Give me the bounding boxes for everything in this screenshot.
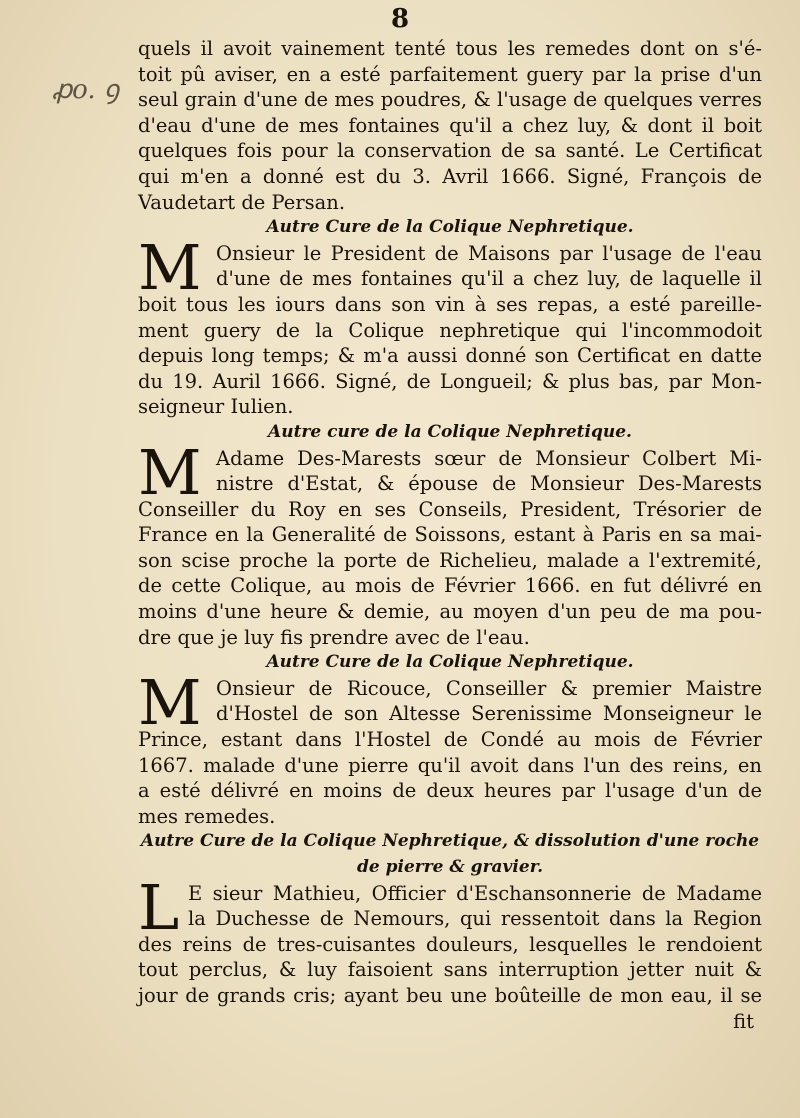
text-line: d'une de mes fontaines qu'il a chez luy, de laquelle il	[216, 267, 762, 291]
section-paragraph	[138, 435, 762, 651]
text-line: qui m'en a donné est du 3. Avril 1666. Signé, François de	[138, 164, 762, 188]
text-line: seul grain d'une de mes poudres, & l'usage de quelques verres	[138, 88, 762, 112]
text-line: ment guery de la Colique nephretique qui l'incommodoit	[138, 318, 762, 342]
text-line: moins d'une heure & demie, au moyen d'un peu de ma pou-	[138, 600, 762, 624]
text-line: toit pû aviser, en a esté parfaitement guery par la prise d'un	[138, 62, 762, 86]
text-line: tout perclus, & luy faisoient sans interruption jetter nuit &	[138, 958, 762, 982]
drop-cap: M	[138, 230, 202, 304]
text-line: France en la Generalité de Soissons, estant à Paris en sa mai-	[138, 523, 762, 547]
drop-cap: M	[138, 435, 202, 509]
section-paragraph	[138, 665, 762, 830]
catchword: fit	[733, 1009, 754, 1033]
margin-annotation: ꝓo. ꝯ	[52, 75, 120, 105]
text-line: depuis long temps; & m'a aussi donné son Certificat en datte	[138, 344, 762, 368]
text-line: du 19. Auril 1666. Signé, de Longueil; & plus bas, par Mon-	[138, 369, 762, 393]
section-title: Autre Cure de la Colique Nephretique, & dissolution d'une roche	[140, 831, 760, 852]
section-title: Autre Cure de la Colique Nephretique.	[266, 652, 634, 673]
page-number: 8	[390, 4, 410, 34]
text-line: la Duchesse de Nemours, qui ressentoit dans la Region	[188, 907, 762, 931]
text-line: nistre d'Estat, & épouse de Monsieur Des-Marests	[216, 472, 762, 496]
text-line: E sieur Mathieu, Officier d'Eschansonnerie de Madame	[188, 881, 762, 905]
text-line: quels il avoit vainement tenté tous les remedes dont on s'é-	[138, 37, 762, 60]
section-title: Autre cure de la Colique Nephretique.	[268, 421, 632, 442]
text-line: Conseiller du Roy en ses Conseils, President, Trésorier de	[138, 497, 762, 521]
text-line: Onsieur de Ricouce, Conseiller & premier Maistre	[216, 676, 762, 700]
drop-cap: M	[138, 665, 202, 739]
text-line: boit tous les iours dans son vin à ses repas, a esté pareille-	[138, 292, 762, 316]
section-paragraph	[138, 230, 762, 420]
text-line: quelques fois pour la conservation de sa santé. Le Certificat	[138, 139, 762, 163]
text-line: mes remedes.	[138, 804, 276, 828]
drop-cap: L	[138, 870, 180, 944]
section-paragraph	[138, 870, 762, 1009]
text-line: Vaudetart de Persan.	[138, 190, 346, 214]
text-line: a esté délivré en moins de deux heures par l'usage d'un de	[138, 779, 762, 803]
text-line: de cette Colique, au mois de Février 1666. en fut délivré en	[138, 574, 762, 598]
text-block	[138, 36, 762, 1034]
text-line: jour de grands cris; ayant beu une boûteille de mon eau, il se	[138, 983, 762, 1007]
text-line: dre que je luy fis prendre avec de l'eau.	[138, 625, 530, 649]
text-line: Onsieur le President de Maisons par l'usage de l'eau	[216, 241, 762, 265]
text-line: seigneur Iulien.	[138, 395, 294, 419]
text-line: son scise proche la porte de Richelieu, malade a l'extremité,	[138, 548, 762, 572]
text-line: Prince, estant dans l'Hostel de Condé au mois de Février	[138, 728, 762, 752]
continuation-paragraph	[138, 36, 762, 215]
text-line: d'Hostel de son Altesse Serenissime Monseigneur le	[216, 702, 762, 726]
text-line: 1667. malade d'une pierre qu'il avoit dans l'un des reins, en	[138, 753, 762, 777]
text-line: Adame Des-Marests sœur de Monsieur Colbert Mi-	[216, 446, 762, 470]
section-title-continued: de pierre & gravier.	[356, 857, 544, 877]
text-line: d'eau d'une de mes fontaines qu'il a chez luy, & dont il boit	[138, 113, 762, 137]
section-title: Autre Cure de la Colique Nephretique.	[266, 217, 634, 238]
text-line: des reins de tres-cuisantes douleurs, lesquelles le rendoient	[138, 932, 762, 956]
